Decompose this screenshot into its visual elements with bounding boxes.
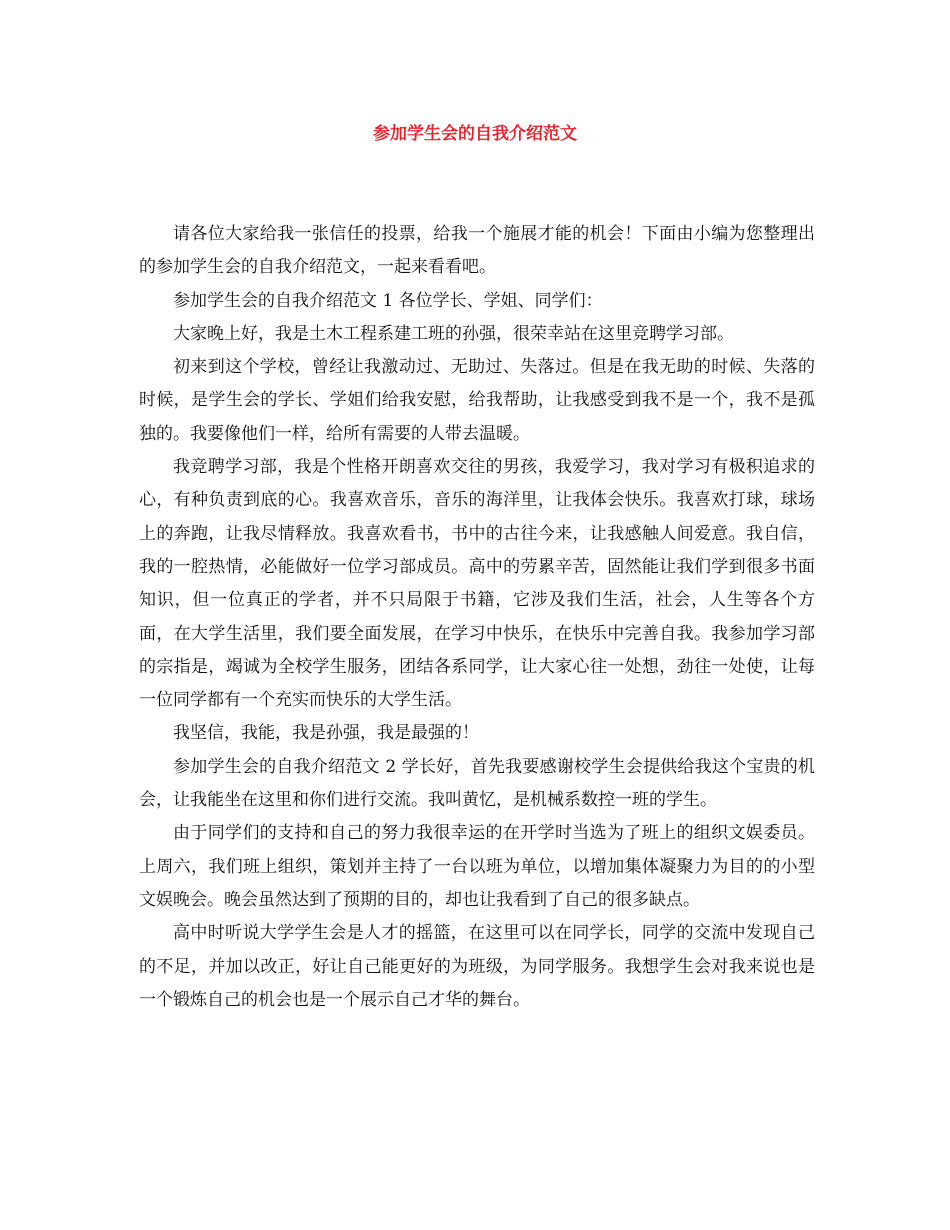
paragraph: 参加学生会的自我介绍范文 1 各位学长、学姐、同学们： bbox=[173, 290, 603, 311]
document-title: 参加学生会的自我介绍范文 bbox=[373, 124, 577, 144]
paragraph: 初来到这个学校，曾经让我激动过、无助过、失落过。但是在我无助的时候、失落的时候，是学生会的学长、学姐们给我安慰，给我帮助，让我感受到我不是一个，我不是孤独的。我要像他们一样，给所有需要的人带去温暖。 bbox=[139, 357, 815, 444]
paragraph: 由于同学们的支持和自己的努力我很幸运的在开学时当选为了班上的组织文娱委员。上周六，我们班上组织，策划并主持了一台以班为单位，以增加集体凝聚力为目的的小型文娱晚会。晚会虽然达到了预期的目的，却也让我看到了自己的很多缺点。 bbox=[139, 823, 815, 910]
paragraph: 我竞聘学习部，我是个性格开朗喜欢交往的男孩，我爱学习，我对学习有极积追求的心，有种负责到底的心。我喜欢音乐，音乐的海洋里，让我体会快乐。我喜欢打球，球场上的奔跑，让我尽情释放。我喜欢看书，书中的古往今来，让我感触人间爱意。我自信，我的一腔热情，必能做好一位学习部成员。高中的劳累辛苦，固然能让我们学到很多书面知识，但一位真正的学者，并不只局限于书籍，它涉及我们生活，社会，人生等各个方面，在大学生活里，我们要全面发展，在学习中快乐，在快乐中完善自我。我参加学习部的宗指是，竭诚为全校学生服务，团结各系同学，让大家心往一处想，劲往一处使，让每一位同学都有一个充实而快乐的大学生活。 bbox=[139, 457, 815, 711]
paragraph: 参加学生会的自我介绍范文 2 学长好，首先我要感谢校学生会提供给我这个宝贵的机会，让我能坐在这里和你们进行交流。我叫黄忆，是机械系数控一班的学生。 bbox=[139, 756, 815, 811]
paragraph: 大家晚上好，我是土木工程系建工班的孙强，很荣幸站在这里竞聘学习部。 bbox=[173, 323, 734, 344]
paragraph: 我坚信，我能，我是孙强，我是最强的！ bbox=[173, 723, 479, 744]
document-body bbox=[139, 218, 815, 1017]
paragraph: 高中时听说大学学生会是人才的摇篮，在这里可以在同学长，同学的交流中发现自己的不足，并加以改正，好让自己能更好的为班级，为同学服务。我想学生会对我来说也是一个锻炼自己的机会也是一个展示自己才华的舞台。 bbox=[139, 923, 815, 1010]
paragraph: 请各位大家给我一张信任的投票，给我一个施展才能的机会！下面由小编为您整理出的参加学生会的自我介绍范文，一起来看看吧。 bbox=[139, 224, 815, 278]
